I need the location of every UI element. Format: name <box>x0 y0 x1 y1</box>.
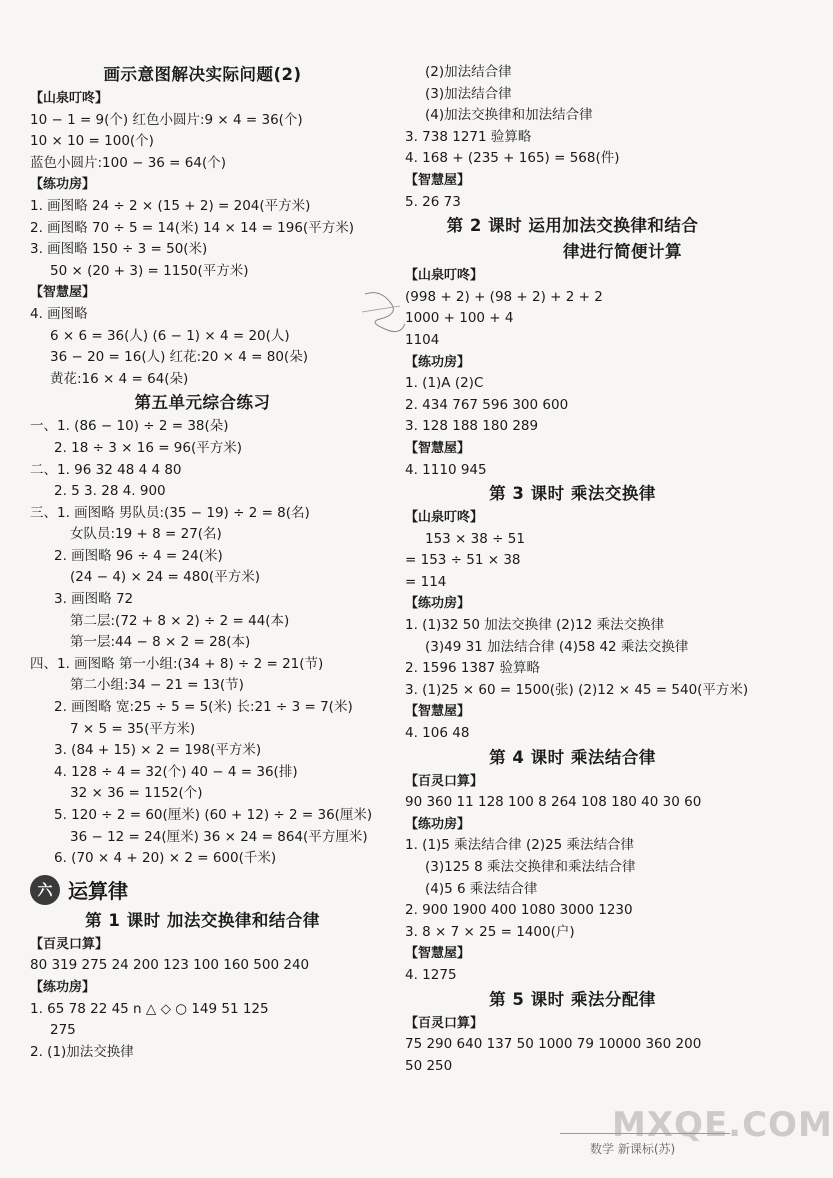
answer-line: 1. (1)A (2)C <box>405 375 484 392</box>
answer-line: 2. 画图略 96 ÷ 4 = 24(米) <box>54 547 223 564</box>
answer-line: 4. 106 48 <box>405 725 470 742</box>
answer-line: 黄花:16 × 4 = 64(朵) <box>50 370 189 387</box>
answer-line: (4)加法交换律和加法结合律 <box>425 107 593 124</box>
answer-line: 153 × 38 ÷ 51 <box>425 530 525 547</box>
answer-line: 三、1. 画图略 男队员:(35 − 19) ÷ 2 = 8(名) <box>30 504 310 521</box>
exercise-tag: 【智慧屋】 <box>405 440 471 456</box>
exercise-tag: 【练功房】 <box>405 354 471 370</box>
answer-line: 第二层:(72 + 8 × 2) ÷ 2 = 44(本) <box>70 612 290 629</box>
unit-number-badge: 六 <box>30 875 60 905</box>
section-heading: 第五单元综合练习 <box>134 393 271 413</box>
answer-line: 1. 画图略 24 ÷ 2 × (15 + 2) = 204(平方米) <box>30 197 311 214</box>
answer-line: 4. 168 + (235 + 165) = 568(件) <box>405 150 620 167</box>
unit-title: 运算律 <box>68 879 128 904</box>
exercise-tag: 【百灵口算】 <box>405 773 484 789</box>
watermark: MXQE.COM <box>612 1105 833 1145</box>
answer-line: 10 − 1 = 9(个) 红色小圆片:9 × 4 = 36(个) <box>30 111 303 128</box>
answer-line: 2. 434 767 596 300 600 <box>405 396 569 413</box>
answer-line: 2. (1)加法交换律 <box>30 1043 134 1060</box>
section-heading: 第 3 课时 乘法交换律 <box>489 484 656 504</box>
answer-line: 50 × (20 + 3) = 1150(平方米) <box>50 262 249 279</box>
answer-line: 2. 5 3. 28 4. 900 <box>54 483 166 500</box>
answer-line: = 153 ÷ 51 × 38 <box>405 552 521 569</box>
answer-line: 3. 8 × 7 × 25 = 1400(户) <box>405 923 575 940</box>
answer-line: 第二小组:34 − 21 = 13(节) <box>70 677 244 694</box>
answer-line: (4)5 6 乘法结合律 <box>425 880 538 897</box>
exercise-tag: 【智慧屋】 <box>405 946 471 962</box>
exercise-tag: 【智慧屋】 <box>405 172 471 188</box>
answer-line: 32 × 36 = 1152(个) <box>70 785 203 802</box>
answer-line: 5. 120 ÷ 2 = 60(厘米) (60 + 12) ÷ 2 = 36(厘米) <box>54 807 373 823</box>
answer-line: (2)加法结合律 <box>425 64 512 80</box>
answer-line: 10 × 10 = 100(个) <box>30 133 154 150</box>
answer-line: 7 × 5 = 35(平方米) <box>70 720 196 737</box>
exercise-tag: 【练功房】 <box>30 979 96 995</box>
answer-line: (3)加法结合律 <box>425 85 512 102</box>
answer-line: 二、1. 96 32 48 4 4 80 <box>30 461 182 478</box>
pencil-scribble-icon <box>360 284 410 344</box>
section-heading: 第 4 课时 乘法结合律 <box>489 747 656 767</box>
answer-line: 一、1. (86 − 10) ÷ 2 = 38(朵) <box>30 418 229 435</box>
answer-line: 1104 <box>405 331 440 348</box>
answer-line: 3. (1)25 × 60 = 1500(张) (2)12 × 45 = 540(平方米) <box>405 681 749 698</box>
section-heading: 画示意图解决实际问题(2) <box>103 65 302 84</box>
answer-line: 四、1. 画图略 第一小组:(34 + 8) ÷ 2 = 21(节) <box>30 655 324 672</box>
section-heading: 第 5 课时 乘法分配律 <box>489 989 656 1009</box>
answer-line: 2. 18 ÷ 3 × 16 = 96(平方米) <box>54 439 243 456</box>
answer-line: 275 <box>50 1022 76 1039</box>
answer-line: (3)49 31 加法结合律 (4)58 42 乘法交换律 <box>425 638 689 655</box>
answer-line: 第一层:44 − 8 × 2 = 28(本) <box>70 634 251 651</box>
exercise-tag: 【练功房】 <box>405 596 471 612</box>
answer-line: 2. 1596 1387 验算略 <box>405 660 540 677</box>
exercise-tag: 【山泉叮咚】 <box>405 510 484 526</box>
answer-line: 1. (1)5 乘法结合律 (2)25 乘法结合律 <box>405 837 635 854</box>
answer-line: 36 − 12 = 24(厘米) 36 × 24 = 864(平方厘米) <box>70 828 368 845</box>
section-heading: 律进行简便计算 <box>563 242 682 262</box>
exercise-tag: 【山泉叮咚】 <box>405 268 484 284</box>
answer-line: 50 250 <box>405 1057 453 1074</box>
answer-line: 3. 128 188 180 289 <box>405 418 539 435</box>
answer-line: 3. 738 1271 验算略 <box>405 128 532 145</box>
answer-line: 4. 1275 <box>405 966 457 983</box>
answer-line: 1. (1)32 50 加法交换律 (2)12 乘法交换律 <box>405 617 665 634</box>
exercise-tag: 【练功房】 <box>405 816 471 832</box>
answer-line: 4. 画图略 <box>30 305 88 322</box>
exercise-tag: 【山泉叮咚】 <box>30 91 109 106</box>
left-column <box>30 62 375 1063</box>
answer-line: 2. 900 1900 400 1080 3000 1230 <box>405 902 633 919</box>
exercise-tag: 【智慧屋】 <box>405 704 471 720</box>
answer-line: (24 − 4) × 24 = 480(平方米) <box>70 569 260 586</box>
answer-line: 2. 画图略 70 ÷ 5 = 14(米) 14 × 14 = 196(平方米) <box>30 219 354 236</box>
answer-line: 4. 128 ÷ 4 = 32(个) 40 − 4 = 36(排) <box>54 763 298 780</box>
answer-line: 5. 26 73 <box>405 193 461 210</box>
answer-line: 36 − 20 = 16(人) 红花:20 × 4 = 80(朵) <box>50 349 308 366</box>
answer-line: 80 319 275 24 200 123 100 160 500 240 <box>30 957 310 974</box>
answer-line: (998 + 2) + (98 + 2) + 2 + 2 <box>405 288 603 305</box>
answer-line: (3)125 8 乘法交换律和乘法结合律 <box>425 859 636 875</box>
exercise-tag: 【百灵口算】 <box>30 936 109 952</box>
answer-line: 3. (84 + 15) × 2 = 198(平方米) <box>54 742 262 759</box>
answer-line: 1. 65 78 22 45 n △ ◇ ○ 149 51 125 <box>30 1000 269 1017</box>
answer-line: 6. (70 × 4 + 20) × 2 = 600(千米) <box>54 850 277 867</box>
answer-line: 4. 1110 945 <box>405 461 487 478</box>
footer-label: 数学 新课标(苏) <box>590 1142 676 1156</box>
answer-line: 1000 + 100 + 4 <box>405 310 514 327</box>
right-column <box>405 62 749 1077</box>
unit-header <box>30 874 375 906</box>
answer-line: 蓝色小圆片:100 − 36 = 64(个) <box>30 154 226 171</box>
exercise-tag: 【练功房】 <box>30 177 96 193</box>
answer-line: 女队员:19 + 8 = 27(名) <box>70 526 222 543</box>
answer-line: 6 × 6 = 36(人) (6 − 1) × 4 = 20(人) <box>50 327 290 344</box>
section-heading: 第 1 课时 加法交换律和结合律 <box>85 910 320 930</box>
answer-line: 2. 画图略 宽:25 ÷ 5 = 5(米) 长:21 ÷ 3 = 7(米) <box>54 699 353 716</box>
answer-line: 75 290 640 137 50 1000 79 10000 360 200 <box>405 1036 702 1053</box>
answer-line: = 114 <box>405 573 447 590</box>
section-heading: 第 2 课时 运用加法交换律和结合 <box>446 216 699 236</box>
exercise-tag: 【百灵口算】 <box>405 1015 484 1031</box>
answer-line: 3. 画图略 72 <box>54 591 134 608</box>
exercise-tag: 【智慧屋】 <box>30 285 96 301</box>
answer-line: 90 360 11 128 100 8 264 108 180 40 30 60 <box>405 794 702 811</box>
answer-line: 3. 画图略 150 ÷ 3 = 50(米) <box>30 241 208 258</box>
